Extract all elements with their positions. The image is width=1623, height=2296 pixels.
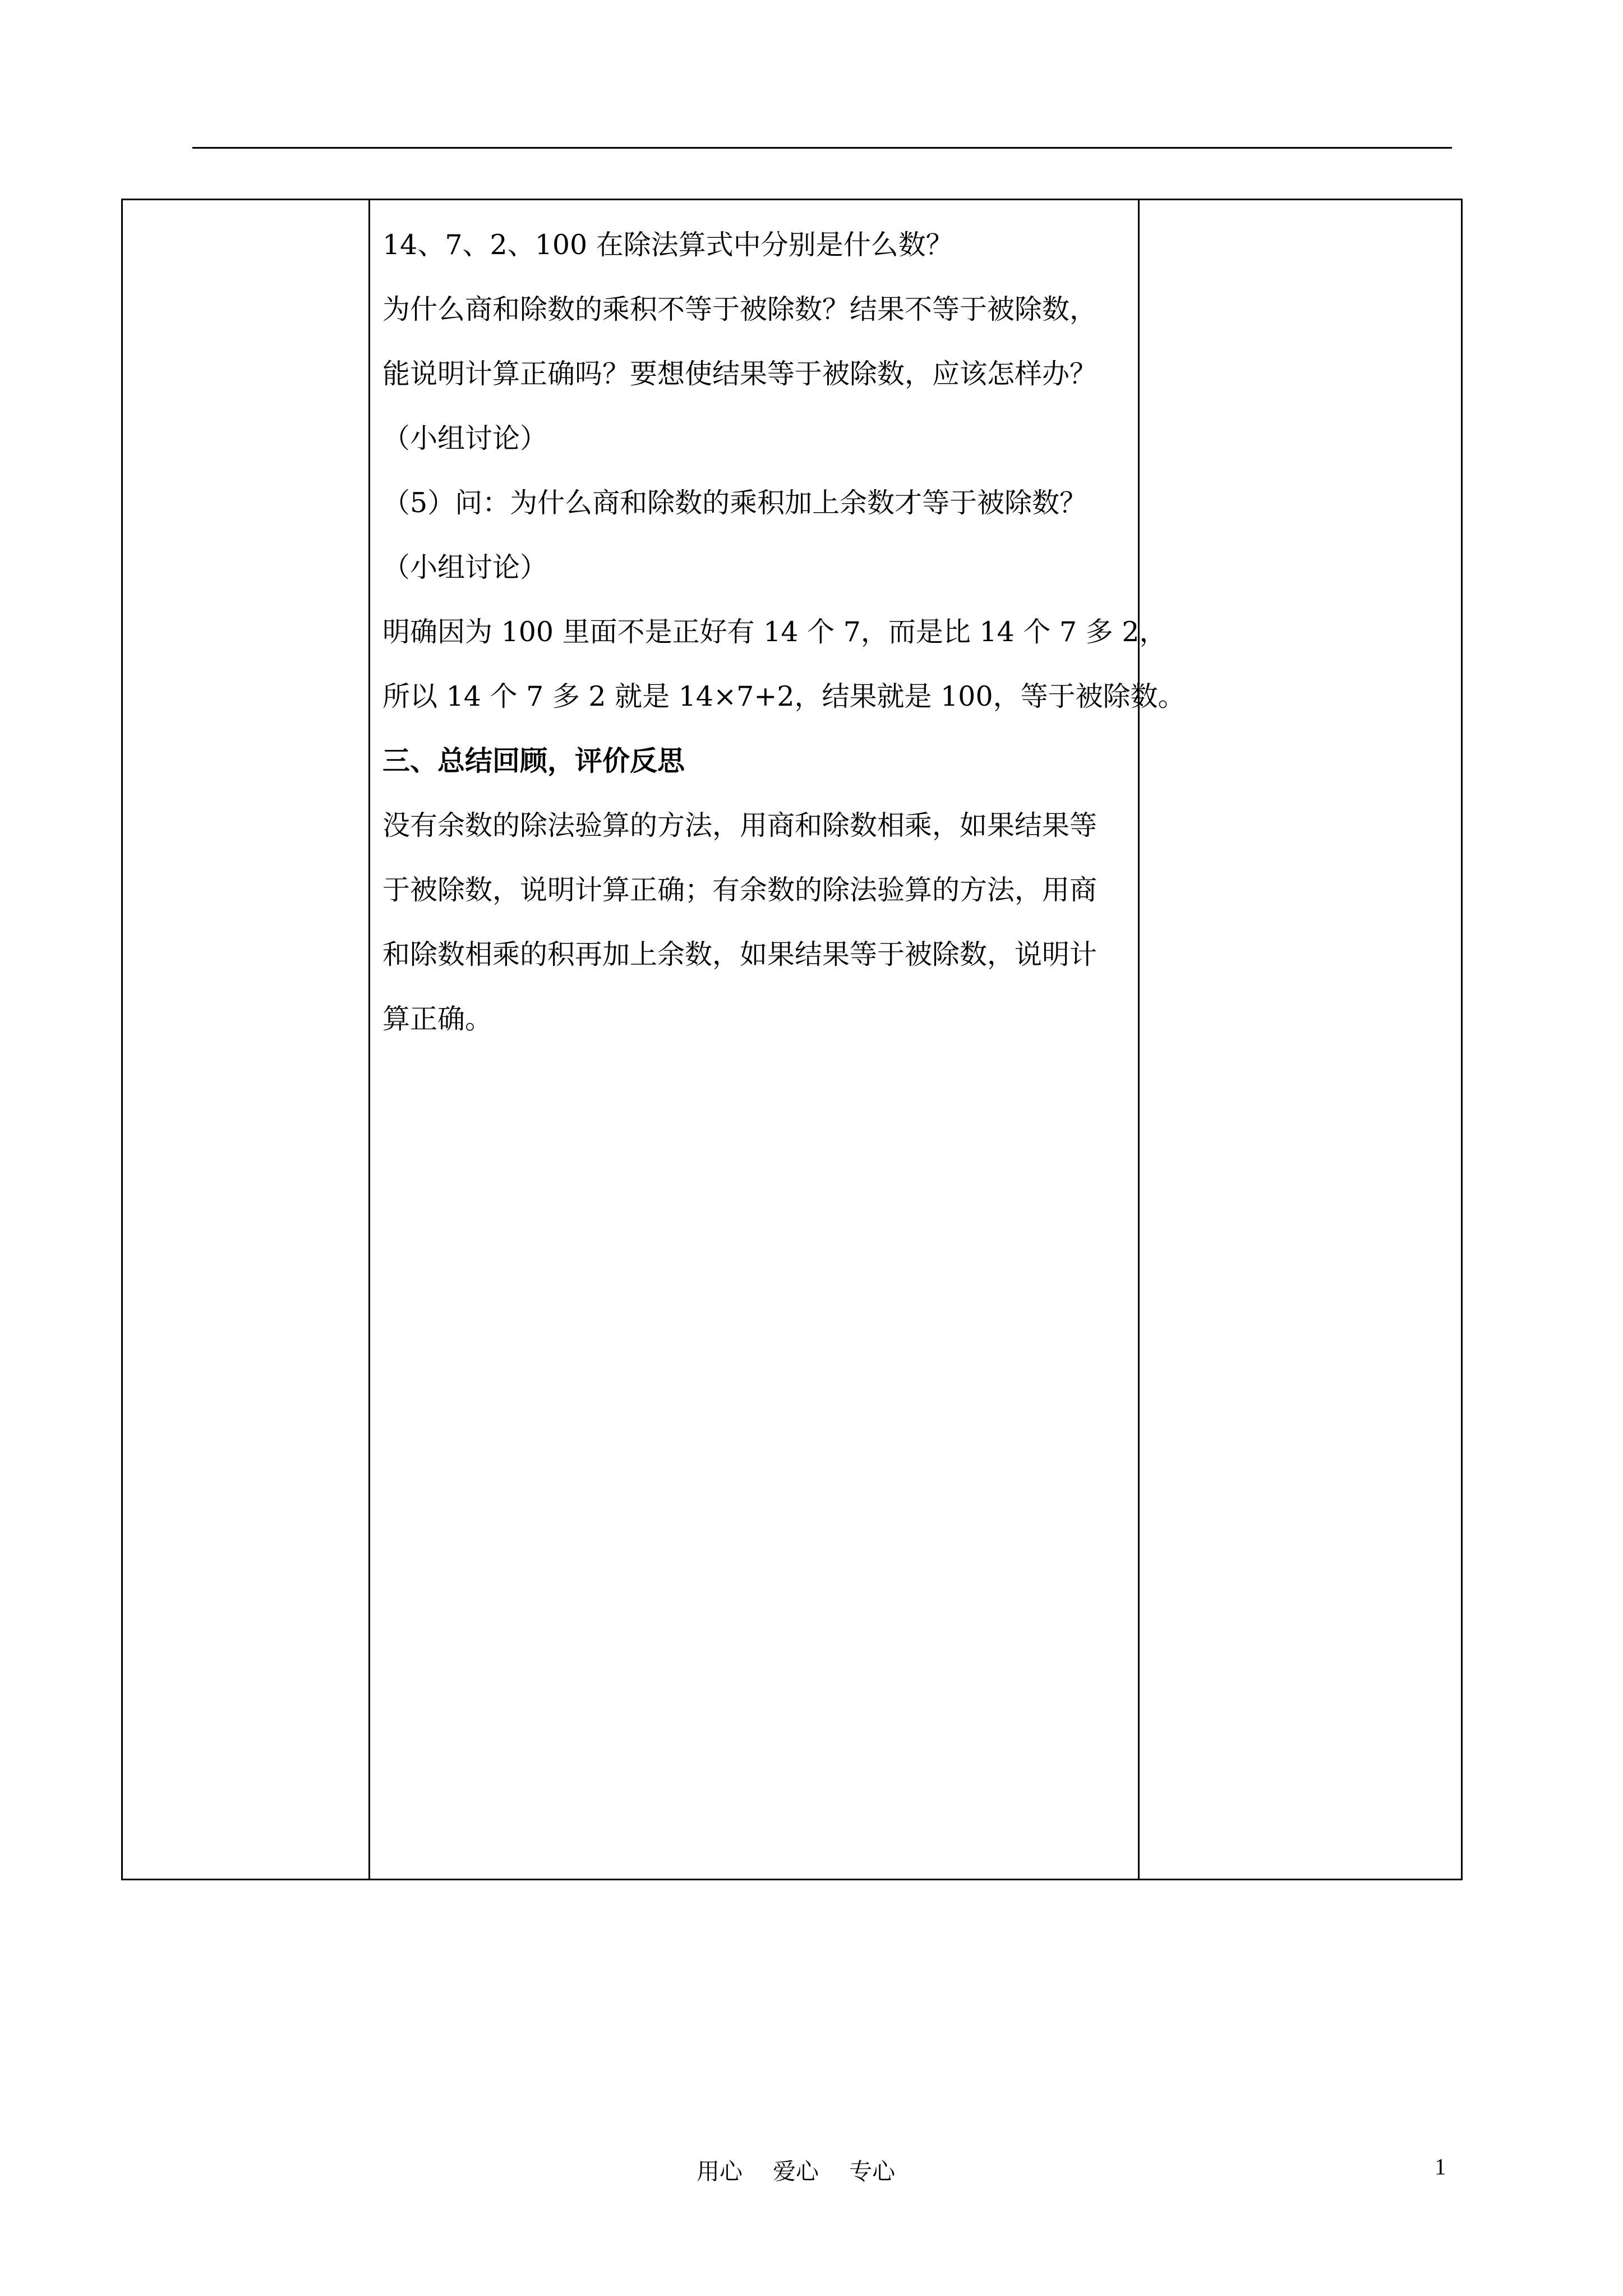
content-line: 明确因为 100 里面不是正好有 14 个 7，而是比 14 个 7 多 2， bbox=[382, 616, 1167, 648]
page-number: 1 bbox=[1435, 2154, 1446, 2179]
section-heading: 三、总结回顾，评价反思 bbox=[382, 744, 685, 777]
lesson-table bbox=[121, 199, 1463, 1880]
content-line: 所以 14 个 7 多 2 就是 14×7+2，结果就是 100，等于被除数。 bbox=[382, 680, 1186, 712]
table-right-column bbox=[1140, 200, 1463, 1879]
content-line: （小组讨论） bbox=[382, 422, 548, 454]
footer-motto: 用心 爱心 专心 bbox=[697, 2158, 896, 2185]
summary-line: 算正确。 bbox=[382, 1003, 493, 1035]
summary-line: 于被除数，说明计算正确；有余数的除法验算的方法，用商 bbox=[382, 874, 1098, 906]
summary-line: 没有余数的除法验算的方法，用商和除数相乘，如果结果等 bbox=[382, 809, 1098, 841]
content-line: 为什么商和除数的乘积不等于被除数？结果不等于被除数， bbox=[382, 293, 1098, 325]
header-rule bbox=[192, 147, 1452, 149]
content-line: （小组讨论） bbox=[382, 551, 548, 583]
table-main-column bbox=[370, 200, 1186, 1879]
lesson-content bbox=[382, 213, 1186, 1051]
table-left-column bbox=[123, 200, 370, 1879]
summary-line: 和除数相乘的积再加上余数，如果结果等于被除数，说明计 bbox=[382, 938, 1098, 970]
content-line: （5）问：为什么商和除数的乘积加上余数才等于被除数？ bbox=[382, 487, 1087, 519]
content-line: 能说明计算正确吗？要想使结果等于被除数，应该怎样办？ bbox=[382, 358, 1098, 390]
content-line: 14、7、2、100 在除法算式中分别是什么数？ bbox=[382, 229, 953, 261]
